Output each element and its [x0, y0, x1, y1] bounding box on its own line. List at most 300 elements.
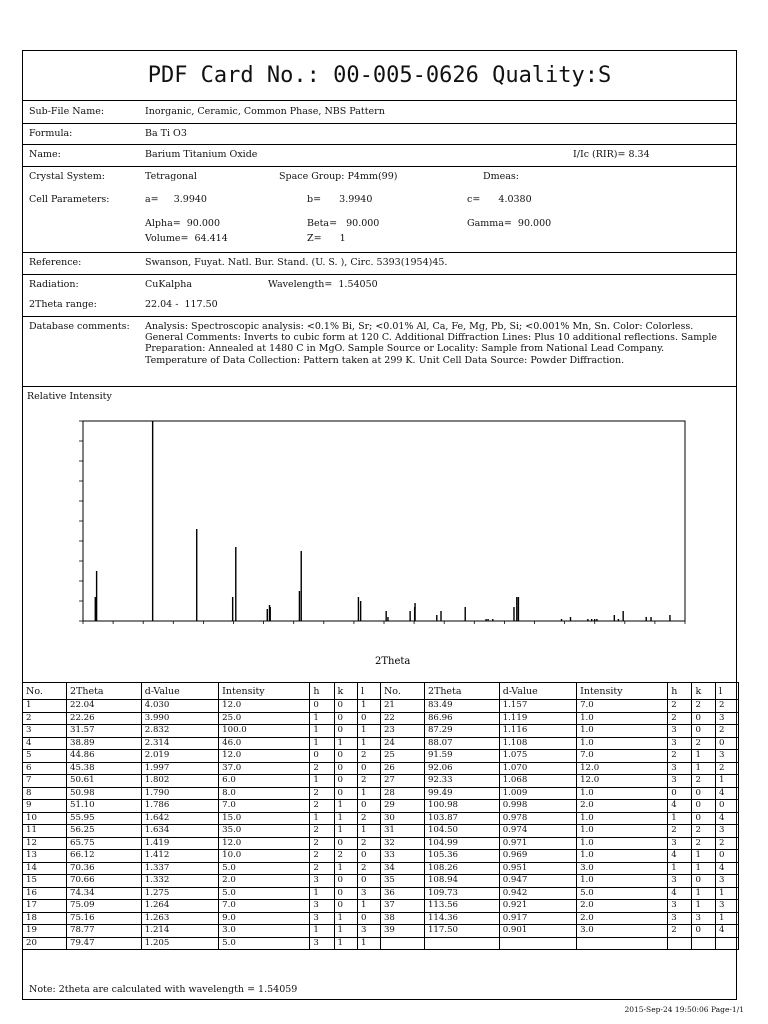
table-cell: 0: [334, 762, 358, 775]
table-cell: 30: [380, 812, 424, 825]
table-cell: 4: [668, 887, 692, 900]
table-cell: 9.0: [219, 912, 310, 925]
table-cell: 4: [715, 925, 738, 938]
table-cell: 4.030: [141, 700, 218, 713]
table-cell: 2: [358, 812, 381, 825]
table-cell: 2: [668, 750, 692, 763]
peak-bar: [270, 607, 271, 621]
table-cell: 46.0: [219, 737, 310, 750]
table-cell: 2: [310, 850, 334, 863]
table-cell: 32: [380, 837, 424, 850]
table-cell: 114.36: [424, 912, 499, 925]
table-cell: 0: [334, 887, 358, 900]
table-cell: 78.77: [66, 925, 141, 938]
table-cell: 27: [380, 775, 424, 788]
table-cell: 0: [358, 712, 381, 725]
table-cell: 1: [334, 737, 358, 750]
reference-row: [23, 253, 736, 275]
table-cell: 1: [334, 825, 358, 838]
range-row: [23, 295, 736, 317]
table-cell: 4: [668, 800, 692, 813]
table-cell: 1: [715, 912, 738, 925]
table-cell: 1: [692, 887, 716, 900]
table-cell: 2.0: [577, 912, 668, 925]
table-cell: 1: [358, 900, 381, 913]
table-cell: 1.790: [141, 787, 218, 800]
table-cell: 20: [23, 937, 67, 950]
chart-section: [23, 387, 736, 682]
column-header: 2Theta: [66, 683, 141, 700]
table-cell: 108.94: [424, 875, 499, 888]
peak-bar: [614, 615, 615, 621]
table-cell: 12.0: [219, 837, 310, 850]
table-cell: 24: [380, 737, 424, 750]
table-cell: 1: [692, 850, 716, 863]
column-header: l: [715, 683, 738, 700]
table-cell: 1.275: [141, 887, 218, 900]
table-cell: 4: [715, 787, 738, 800]
table-cell: 0.998: [499, 800, 576, 813]
peak-bar: [594, 619, 595, 621]
table-cell: 0: [334, 875, 358, 888]
table-cell: 2: [668, 925, 692, 938]
table-cell: 5.0: [577, 887, 668, 900]
peak-bar: [440, 611, 441, 621]
table-cell: 1: [310, 775, 334, 788]
table-cell: 10: [23, 812, 67, 825]
reference-value: Swanson, Fuyat. Natl. Bur. Stand. (U. S. ), Circ. 5393(1954)45.: [145, 257, 448, 268]
table-cell: 0: [334, 750, 358, 763]
table-cell: 113.56: [424, 900, 499, 913]
table-cell: 0: [692, 800, 716, 813]
peak-bar: [570, 617, 571, 621]
cell-beta: Beta= 90.000: [307, 218, 380, 229]
cell-alpha: Alpha= 90.000: [145, 218, 221, 229]
x-ticks: [83, 621, 685, 624]
table-cell: 15: [23, 875, 67, 888]
column-header: l: [358, 683, 381, 700]
table-cell: [715, 937, 738, 950]
cell-a: a= 3.9940: [145, 194, 207, 205]
table-cell: 74.34: [66, 887, 141, 900]
table-cell: 0: [715, 800, 738, 813]
table-cell: 2: [692, 737, 716, 750]
table-cell: 0: [358, 912, 381, 925]
table-cell: 6: [23, 762, 67, 775]
column-header: No.: [380, 683, 424, 700]
crystal-system-label: Crystal System:: [29, 171, 105, 182]
table-cell: 11: [23, 825, 67, 838]
table-cell: 108.26: [424, 862, 499, 875]
table-cell: 3.0: [577, 925, 668, 938]
table-cell: 92.06: [424, 762, 499, 775]
pdf-card: [22, 50, 737, 1000]
table-cell: 4: [715, 862, 738, 875]
table-cell: 1.108: [499, 737, 576, 750]
table-cell: 2: [668, 700, 692, 713]
column-header: d-Value: [141, 683, 218, 700]
peak-bar: [385, 611, 386, 621]
table-cell: 100.0: [219, 725, 310, 738]
table-cell: 3: [310, 912, 334, 925]
table-cell: 1.214: [141, 925, 218, 938]
column-header: h: [310, 683, 334, 700]
table-cell: 3: [358, 925, 381, 938]
column-header: d-Value: [499, 683, 576, 700]
rir-value: I/Ic (RIR)= 8.34: [573, 149, 650, 160]
table-cell: 2: [692, 775, 716, 788]
table-cell: 104.99: [424, 837, 499, 850]
dmeas: Dmeas:: [483, 171, 519, 182]
table-cell: 2: [668, 825, 692, 838]
intensity-chart: [23, 387, 738, 682]
table-row: [23, 825, 739, 838]
table-cell: 105.36: [424, 850, 499, 863]
table-cell: 2: [334, 850, 358, 863]
table-cell: 26: [380, 762, 424, 775]
range-value: 22.04 - 117.50: [145, 299, 218, 310]
table-cell: 91.59: [424, 750, 499, 763]
table-cell: 35.0: [219, 825, 310, 838]
table-cell: 2: [358, 750, 381, 763]
name-label: Name:: [29, 149, 61, 160]
table-cell: 0: [310, 750, 334, 763]
table-cell: 0.969: [499, 850, 576, 863]
table-cell: 1.0: [577, 712, 668, 725]
table-cell: 1.634: [141, 825, 218, 838]
peak-bar: [669, 615, 670, 621]
table-cell: 3: [715, 875, 738, 888]
table-cell: 1: [334, 862, 358, 875]
table-cell: 7.0: [577, 700, 668, 713]
table-cell: 0.971: [499, 837, 576, 850]
peak-bar: [409, 611, 410, 621]
table-cell: 34: [380, 862, 424, 875]
table-cell: 1: [715, 887, 738, 900]
table-cell: 0: [715, 737, 738, 750]
table-cell: 75.16: [66, 912, 141, 925]
table-cell: 38.89: [66, 737, 141, 750]
table-cell: 1: [692, 762, 716, 775]
table-cell: 0: [692, 712, 716, 725]
comments-text: Analysis: Spectroscopic analysis: <0.1% Bi, Sr; <0.01% Al, Ca, Fe, Mg, Pb, Si; <0.001% Mn, Sn. Color: Colorless. General Comments: Inverts to cubic form at 120 C. Additional Diffraction Lines: Plus 10 additional reflections. Sample Preparation: Annealed at 1480 C in MgO. Sample Source or Locality: Sample from National Lead Company. Temperature of Data Collection: Pattern taken at 299 K. Unit Cell Data Source: Powder Diffraction.: [145, 321, 717, 366]
table-cell: 0: [692, 787, 716, 800]
table-cell: 1: [23, 700, 67, 713]
table-cell: 103.87: [424, 812, 499, 825]
table-cell: 21: [380, 700, 424, 713]
column-header: k: [692, 683, 716, 700]
table-cell: 0: [310, 700, 334, 713]
table-cell: 1.0: [577, 725, 668, 738]
cell-b: b= 3.9940: [307, 194, 373, 205]
peak-bar: [596, 619, 597, 621]
table-cell: 19: [23, 925, 67, 938]
peak-bar: [152, 421, 153, 621]
table-cell: 55.95: [66, 812, 141, 825]
table-cell: 0: [358, 875, 381, 888]
table-cell: 12.0: [219, 750, 310, 763]
table-cell: 0.978: [499, 812, 576, 825]
table-cell: 2: [310, 862, 334, 875]
table-cell: 36: [380, 887, 424, 900]
table-cell: 22.04: [66, 700, 141, 713]
table-cell: 37.0: [219, 762, 310, 775]
table-cell: 3.990: [141, 712, 218, 725]
peak-bar: [561, 619, 562, 621]
column-header: k: [334, 683, 358, 700]
table-cell: 1: [334, 912, 358, 925]
peak-bar: [650, 617, 651, 621]
peak-bar: [232, 597, 233, 621]
formula-label: Formula:: [29, 128, 73, 139]
peak-bar: [95, 597, 96, 621]
table-cell: 2.0: [219, 875, 310, 888]
cell-c: c= 4.0380: [467, 194, 532, 205]
table-cell: 5.0: [219, 937, 310, 950]
table-cell: 3.0: [577, 862, 668, 875]
table-cell: 1.802: [141, 775, 218, 788]
name-row: [23, 145, 736, 167]
table-cell: 18: [23, 912, 67, 925]
table-cell: [577, 937, 668, 950]
peak-bar: [96, 571, 97, 621]
card-title: PDF Card No.: 00-005-0626 Quality:S: [23, 51, 736, 101]
table-cell: 7: [23, 775, 67, 788]
table-cell: 3: [668, 912, 692, 925]
table-cell: 3: [715, 825, 738, 838]
table-cell: 8.0: [219, 787, 310, 800]
table-cell: 2.0: [577, 900, 668, 913]
table-cell: 0: [334, 787, 358, 800]
radiation-label: Radiation:: [29, 279, 79, 290]
table-cell: 2: [358, 837, 381, 850]
table-cell: 1.332: [141, 875, 218, 888]
table-cell: 44.86: [66, 750, 141, 763]
table-cell: 109.73: [424, 887, 499, 900]
table-cell: 0.974: [499, 825, 576, 838]
table-cell: 92.33: [424, 775, 499, 788]
table-cell: 31.57: [66, 725, 141, 738]
table-cell: 33: [380, 850, 424, 863]
table-cell: 2: [310, 800, 334, 813]
comments-label: Database comments:: [29, 321, 130, 332]
wavelength: Wavelength= 1.54050: [268, 279, 378, 290]
table-cell: 70.36: [66, 862, 141, 875]
table-cell: 66.12: [66, 850, 141, 863]
table-cell: 3: [358, 887, 381, 900]
table-cell: 38: [380, 912, 424, 925]
peak-bar: [518, 597, 519, 621]
x-axis-label: 2Theta: [375, 656, 411, 667]
table-cell: 2: [358, 775, 381, 788]
table-row: [23, 900, 739, 913]
table-cell: 8: [23, 787, 67, 800]
table-cell: 5: [23, 750, 67, 763]
footer-timestamp: 2015-Sep-24 19:50:06 Page-1/1: [624, 1005, 744, 1014]
table-cell: 37: [380, 900, 424, 913]
table-cell: 25.0: [219, 712, 310, 725]
table-cell: 7.0: [219, 800, 310, 813]
table-cell: 65.75: [66, 837, 141, 850]
table-cell: 7.0: [577, 750, 668, 763]
table-cell: 1: [310, 925, 334, 938]
table-cell: 1.157: [499, 700, 576, 713]
table-row: [23, 850, 739, 863]
table-cell: 75.09: [66, 900, 141, 913]
table-row: [23, 837, 739, 850]
table-cell: 1.116: [499, 725, 576, 738]
peak-bar: [492, 619, 493, 621]
table-cell: 3: [310, 900, 334, 913]
peak-bar: [516, 597, 517, 621]
table-cell: 2: [310, 762, 334, 775]
table-cell: 31: [380, 825, 424, 838]
table-cell: 14: [23, 862, 67, 875]
table-cell: 3: [668, 837, 692, 850]
table-cell: 1: [358, 787, 381, 800]
table-cell: 2: [715, 700, 738, 713]
table-cell: 6.0: [219, 775, 310, 788]
table-cell: [499, 937, 576, 950]
table-cell: 15.0: [219, 812, 310, 825]
table-cell: 0: [692, 875, 716, 888]
column-header: 2Theta: [424, 683, 499, 700]
table-cell: 0: [692, 812, 716, 825]
table-cell: 3: [715, 900, 738, 913]
table-cell: 1.0: [577, 787, 668, 800]
table-cell: 1.642: [141, 812, 218, 825]
peak-bar: [414, 603, 415, 621]
subfile-label: Sub-File Name:: [29, 106, 105, 117]
table-cell: 29: [380, 800, 424, 813]
column-header: Intensity: [577, 683, 668, 700]
table-cell: 0: [692, 725, 716, 738]
radiation-value: CuKalpha: [145, 279, 193, 290]
table-header-row: [23, 683, 739, 700]
table-cell: 2: [358, 862, 381, 875]
table-cell: 3: [668, 775, 692, 788]
peak-bar: [358, 597, 359, 621]
peak-bar: [646, 617, 647, 621]
table-cell: 1: [692, 750, 716, 763]
table-cell: 1: [358, 937, 381, 950]
table-cell: 3: [668, 900, 692, 913]
table-cell: 10.0: [219, 850, 310, 863]
table-cell: 22: [380, 712, 424, 725]
table-cell: 2: [310, 837, 334, 850]
table-cell: 4: [23, 737, 67, 750]
table-cell: 104.50: [424, 825, 499, 838]
table-row: [23, 725, 739, 738]
table-cell: 2: [310, 787, 334, 800]
table-cell: 1.119: [499, 712, 576, 725]
table-cell: 7.0: [219, 900, 310, 913]
table-cell: 1: [334, 925, 358, 938]
table-row: [23, 762, 739, 775]
table-cell: 1: [310, 712, 334, 725]
table-cell: 79.47: [66, 937, 141, 950]
peak-bar: [487, 619, 488, 621]
peak-bar: [235, 547, 236, 621]
peak-bar: [196, 529, 197, 621]
table-cell: 117.50: [424, 925, 499, 938]
table-cell: 0: [334, 775, 358, 788]
table-cell: 1.009: [499, 787, 576, 800]
table-cell: 86.96: [424, 712, 499, 725]
table-cell: 2.0: [577, 800, 668, 813]
table-cell: 2.314: [141, 737, 218, 750]
table-cell: 5.0: [219, 862, 310, 875]
table-cell: 1.264: [141, 900, 218, 913]
table-row: [23, 812, 739, 825]
table-cell: 17: [23, 900, 67, 913]
table-cell: 0.917: [499, 912, 576, 925]
table-cell: 1: [310, 737, 334, 750]
note: Note: 2theta are calculated with wavelength = 1.54059: [29, 984, 298, 995]
table-cell: 1.0: [577, 875, 668, 888]
table-cell: 50.61: [66, 775, 141, 788]
reference-label: Reference:: [29, 257, 82, 268]
peak-bar: [436, 615, 437, 621]
table-row: [23, 775, 739, 788]
table-cell: 3: [715, 750, 738, 763]
table-row: [23, 937, 739, 950]
table-cell: 12.0: [577, 775, 668, 788]
range-label: 2Theta range:: [29, 299, 97, 310]
table-cell: 35: [380, 875, 424, 888]
column-header: No.: [23, 683, 67, 700]
table-cell: 1.0: [577, 850, 668, 863]
table-cell: 16: [23, 887, 67, 900]
y-ticks: [79, 421, 83, 621]
table-cell: 23: [380, 725, 424, 738]
table-cell: 12.0: [219, 700, 310, 713]
table-cell: 1: [358, 700, 381, 713]
table-cell: 25: [380, 750, 424, 763]
table-cell: 12: [23, 837, 67, 850]
table-cell: 1: [334, 937, 358, 950]
name-value: Barium Titanium Oxide: [145, 149, 258, 160]
table-cell: 1: [692, 862, 716, 875]
table-cell: 22.26: [66, 712, 141, 725]
table-cell: 0: [692, 925, 716, 938]
table-cell: 1: [310, 725, 334, 738]
table-row: [23, 862, 739, 875]
table-cell: 0: [334, 700, 358, 713]
formula-row: [23, 124, 736, 145]
comments-row: [23, 317, 736, 387]
table-cell: 2: [715, 762, 738, 775]
table-cell: 1: [310, 812, 334, 825]
table-cell: 1.337: [141, 862, 218, 875]
peak-bar: [465, 607, 466, 621]
table-row: [23, 750, 739, 763]
table-row: [23, 875, 739, 888]
table-cell: 1: [668, 862, 692, 875]
table-row: [23, 712, 739, 725]
table-cell: 2: [715, 725, 738, 738]
peak-bar: [299, 591, 300, 621]
peak-bar: [267, 609, 268, 621]
cell-parameters-label: Cell Parameters:: [29, 194, 110, 205]
plot-frame: [83, 421, 685, 621]
table-cell: 0.947: [499, 875, 576, 888]
table-row: [23, 925, 739, 938]
table-cell: 70.66: [66, 875, 141, 888]
table-cell: 0: [334, 837, 358, 850]
crystal-row: [23, 167, 736, 253]
table-cell: 2: [310, 825, 334, 838]
